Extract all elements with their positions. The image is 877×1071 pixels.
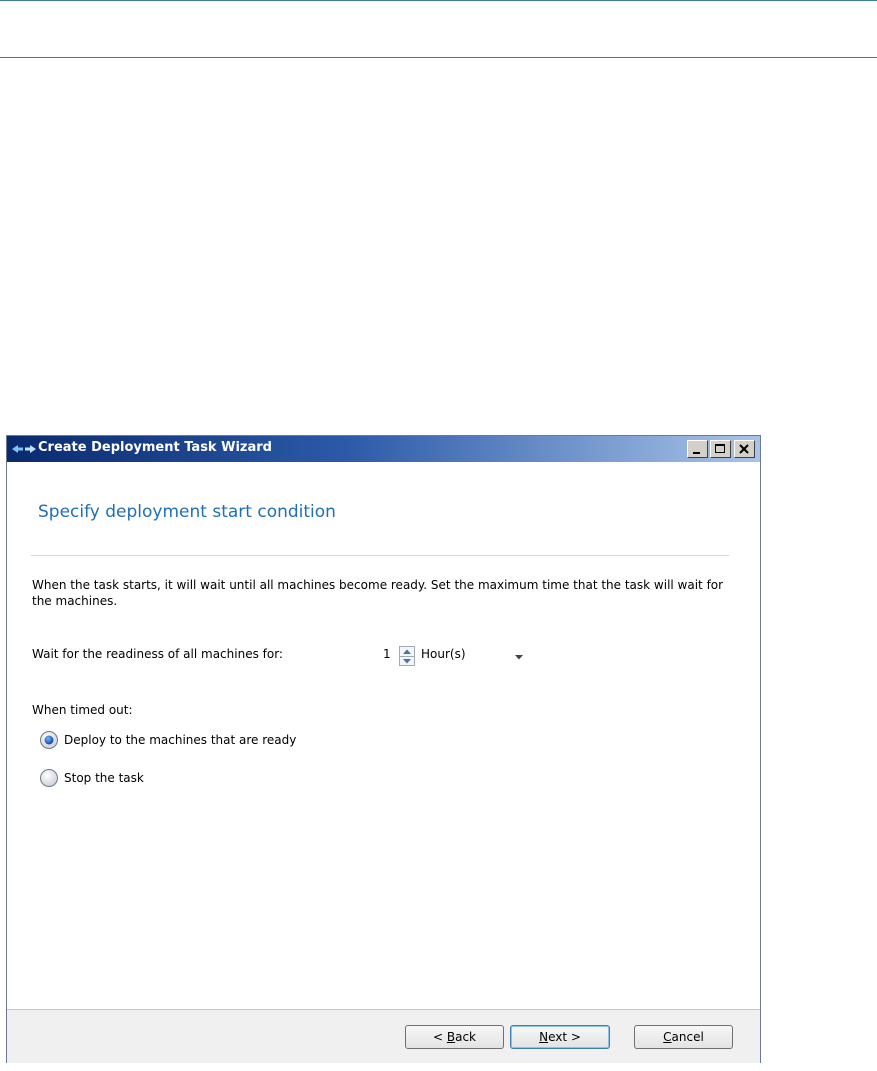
cancel-rest: ancel xyxy=(671,1030,704,1044)
spin-up-icon[interactable] xyxy=(400,647,414,656)
page-header-rule xyxy=(0,57,877,58)
radio-label: Deploy to the machines that are ready xyxy=(64,733,297,747)
next-mnemonic: N xyxy=(539,1030,549,1044)
cancel-mnemonic: C xyxy=(663,1030,672,1044)
wizard-window xyxy=(6,435,761,1063)
radio-selected-icon[interactable] xyxy=(39,730,59,750)
next-button[interactable] xyxy=(510,1025,610,1049)
page-top-rule xyxy=(0,0,877,1)
maximize-icon xyxy=(714,443,727,455)
back-mnemonic: B xyxy=(446,1030,456,1044)
wait-label: Wait for the readiness of all machines for: xyxy=(32,647,283,661)
spin-down-icon[interactable] xyxy=(400,656,414,666)
cancel-button[interactable] xyxy=(634,1025,733,1049)
chevron-down-icon[interactable] xyxy=(514,655,524,660)
title-bar[interactable] xyxy=(7,436,760,462)
minimize-icon xyxy=(691,443,704,455)
wait-value-input[interactable]: 1 xyxy=(383,647,391,661)
timeout-label: When timed out: xyxy=(32,703,133,717)
radio-unselected-icon[interactable] xyxy=(39,768,59,788)
wizard-footer xyxy=(7,1009,760,1063)
app-arrows-icon xyxy=(11,442,37,456)
next-rest: ext > xyxy=(548,1030,581,1044)
back-prefix: < xyxy=(432,1030,447,1044)
description-text: When the task starts, it will wait until all machines become ready. Set the maximum time that the task will wait for the machines. xyxy=(32,578,724,608)
back-button[interactable] xyxy=(405,1025,504,1049)
wait-value-spinner[interactable] xyxy=(399,646,415,666)
wait-unit-select[interactable]: Hour(s) xyxy=(421,647,466,661)
close-icon xyxy=(738,443,751,455)
radio-label: Stop the task xyxy=(64,771,144,785)
page-heading: Specify deployment start condition xyxy=(38,502,336,522)
heading-divider xyxy=(31,555,729,556)
close-button[interactable] xyxy=(734,440,755,458)
back-rest: ack xyxy=(455,1030,476,1044)
minimize-button[interactable] xyxy=(687,440,708,458)
maximize-button[interactable] xyxy=(710,440,731,458)
window-title: Create Deployment Task Wizard xyxy=(38,440,272,455)
